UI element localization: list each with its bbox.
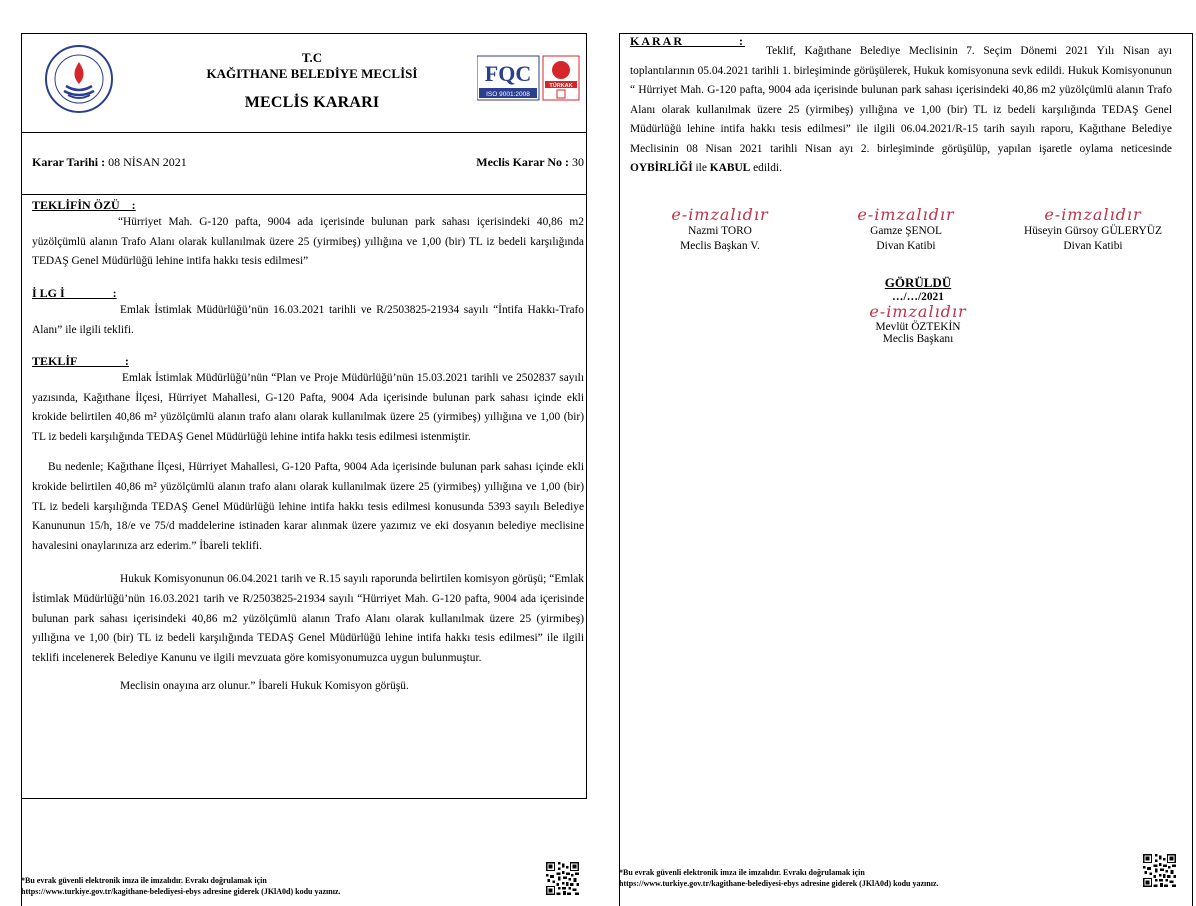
document-page-1 xyxy=(21,33,587,906)
signature-block xyxy=(630,206,810,254)
footer-line-2: https://www.turkiye.gov.tr/kagithane-belediyesi-ebys adresine giderek (JKlA0d) kodu yazınız. xyxy=(21,887,341,896)
teklif-paragraph-3: Hukuk Komisyonunun 06.04.2021 tarih ve R.15 sayılı raporunda belirtilen komisyon görüşü; “Emlak İstimlak Müdürlüğü’nün 16.03.2021 tarih ve R/2503825-21934 sayılı “Hürriyet Mah. G-120 pafta, 9004 ada içerisinde bulunan park sahası içerisindeki 40,86 m2 yüzölçümlü alanın Trafo Alanı olarak kullanılmak üzere 25 (yirmibeş) yıllığına ve 1,00 (bir) TL iz bedeli karşılığında TEDAŞ Genel Müdürlüğü lehine intifa hakkı tesis edilmesi” ile ilgili teklifi incelenerek Belediye Kanunu ve ilgili mevzuata göre komisyonumuzca uygun bulunmuştur. xyxy=(32,573,584,664)
signer-name: Nazmi TORO xyxy=(688,225,752,237)
section-teklif-heading: TEKLİF : xyxy=(32,354,129,368)
municipality-logo xyxy=(44,44,114,114)
e-signature-mark: e-imzalıdır xyxy=(671,205,769,224)
section-ilgi-text: Emlak İstimlak Müdürlüğü’nün 16.03.2021 tarihli ve R/2503825-21934 sayılı “İntifa Hakkı-Trafo Alanı” ile ilgili teklifi. xyxy=(32,304,584,336)
signature-block xyxy=(1003,206,1183,254)
document-page-2 xyxy=(619,33,1193,906)
teklif-paragraph-2: Bu nedenle; Kağıthane İlçesi, Hürriyet Mahallesi, G-120 Pafta, 9004 Ada içerisinde bulunan park sahası içinde ekli krokide belirtilen 40,86 m² yüzölçümlü alanın trafo alanı olarak kullanılmak üzere 25 (yirmibeş) yıllığına ve 1,00 (bir) TL iz bedeli karşılığında TEDAŞ Genel Müdürlüğü lehine intifa hakkı tesis edilmesi konusunda 5393 sayılı Belediye Kanununun 15/h, 18/e ve 75/d maddelerine istinaden karar alınmak üzere yazımız ve eki dosyanın belediye meclisine havalesini onaylarınıza arz ederim.” İbareli teklifi. xyxy=(32,461,584,552)
karar-text-end: edildi. xyxy=(750,162,782,174)
header-divider xyxy=(22,132,586,133)
section-ozu-text: “Hürriyet Mah. G-120 pafta, 9004 ada içerisinde bulunan park sahası içerisindeki 40,86 m2 yüzölçümlü alanın Trafo Alanı olarak kullanılmak üzere 25 (yirmibeş) yıllığına ve 1,00 (bir) TL iz bedeli karşılığında TEDAŞ Genel Müdürlüğü lehine intifa hakkı tesis edilmesi” xyxy=(32,216,584,268)
signer-role: Divan Katibi xyxy=(876,240,936,252)
svg-text:ISO 9001:2008: ISO 9001:2008 xyxy=(486,91,530,98)
karar-accepted: KABUL xyxy=(709,162,751,174)
header-tc: T.C xyxy=(301,50,323,65)
section-teklif xyxy=(32,353,584,697)
section-ozu-heading: TEKLİFİN ÖZÜ : xyxy=(32,198,136,212)
karar-unanimous: OYBİRLİĞİ xyxy=(630,162,693,174)
approval-date: …/…/2021 xyxy=(892,291,944,303)
e-signature-mark: e-imzalıdır xyxy=(1044,205,1142,224)
header-council: KAĞITHANE BELEDİYE MECLİSİ xyxy=(206,66,418,81)
section-ozu xyxy=(32,197,584,272)
document-header xyxy=(152,50,472,112)
qr-code-icon xyxy=(546,862,579,895)
svg-text:TÜRKAK: TÜRKAK xyxy=(549,83,573,89)
signer-name: Hüseyin Gürsoy GÜLERYÜZ xyxy=(1024,225,1162,237)
verification-footer xyxy=(21,875,561,897)
document-title: MECLİS KARARI xyxy=(244,94,380,111)
decision-no-value: 30 xyxy=(572,155,584,169)
signer-role: Divan Katibi xyxy=(1063,240,1123,252)
approval-block xyxy=(803,275,1033,345)
qr-code-icon xyxy=(1143,854,1176,887)
approver-name: Mevlüt ÖZTEKİN xyxy=(875,321,961,333)
verification-footer xyxy=(619,867,1139,889)
e-signature-mark: e-imzalıdır xyxy=(869,302,967,321)
meta-divider xyxy=(22,194,586,195)
signer-name: Gamze ŞENOL xyxy=(870,225,942,237)
section-ilgi xyxy=(32,285,584,340)
karar-text-body: Teklif, Kağıthane Belediye Meclisinin 7. Seçim Dönemi 2021 Yılı Nisan ayı toplantılarının 05.04.2021 tarihli 1. birleşiminde görüşülerek, Hukuk komisyonuna sevk edildi. Hukuk Komisyonunun “ Hürriyet Mah. G-120 pafta, 9004 ada içerisinde bulunan park sahası içerisindeki 40,86 m2 yüzölçümlü alanın Trafo Alanı olarak kullanılmak üzere 25 (yirmibeş) yıllığına ve 1,00 (bir) TL iz bedeli karşılığında TEDAŞ Genel Müdürlüğü lehine intifa hakkı tesis edilmesi” ile ilgili 06.04.2021/R-15 tarih sayılı raporu, Kağıthane Belediye Meclisinin 08 Nisan 2021 tarihli Nisan ayı 2. birleşiminde görüşülüp, yapılan işaretle oylama neticesinde xyxy=(630,45,1172,155)
karar-text xyxy=(630,42,1172,179)
decision-date-label: Karar Tarihi : xyxy=(32,155,106,169)
footer-line-1: *Bu evrak güvenli elektronik imza ile imzalıdır. Evrakı doğrulamak için xyxy=(619,868,865,877)
signature-block xyxy=(816,206,996,254)
approval-title: GÖRÜLDÜ xyxy=(884,275,952,290)
karar-heading: KARAR : xyxy=(630,34,745,48)
decision-date-value: 08 NİSAN 2021 xyxy=(108,155,187,169)
section-ilgi-heading: İ LG İ : xyxy=(32,286,117,300)
certification-logos xyxy=(477,54,581,104)
footer-line-1: *Bu evrak güvenli elektronik imza ile imzalıdır. Evrakı doğrulamak için xyxy=(21,876,267,885)
teklif-paragraph-4: Meclisin onayına arz olunur.” İbareli Hukuk Komisyon görüşü. xyxy=(120,680,409,693)
footer-line-2: https://www.turkiye.gov.tr/kagithane-belediyesi-ebys adresine giderek (JKlA0d) kodu yazınız. xyxy=(619,879,939,888)
e-signature-mark: e-imzalıdır xyxy=(857,205,955,224)
approver-role: Meclis Başkanı xyxy=(882,333,954,345)
signer-role: Meclis Başkan V. xyxy=(680,240,760,252)
teklif-paragraph-1: Emlak İstimlak Müdürlüğü’nün “Plan ve Proje Müdürlüğü’nün 15.03.2021 tarihli ve 2502837 sayılı yazısında, Kağıthane İlçesi, Hürriyet Mahallesi, G-120 Pafta, 9004 Ada içerisinde bulunan park sahası içinde ekli krokide belirtilen 40,86 m² yüzölçümlü alanın trafo alanı olarak kullanılmak üzere 25 (yirmibeş) yıllığına ve 1,00 (bir) TL iz bedeli karşılığında TEDAŞ Genel Müdürlüğü lehine intifa hakkı tesis edilmesi istenmiştir. xyxy=(32,372,584,443)
karar-text-with: ile xyxy=(692,162,710,174)
svg-text:FQC: FQC xyxy=(484,61,532,86)
decision-no-label: Meclis Karar No : xyxy=(476,155,569,169)
decision-meta xyxy=(32,155,584,170)
